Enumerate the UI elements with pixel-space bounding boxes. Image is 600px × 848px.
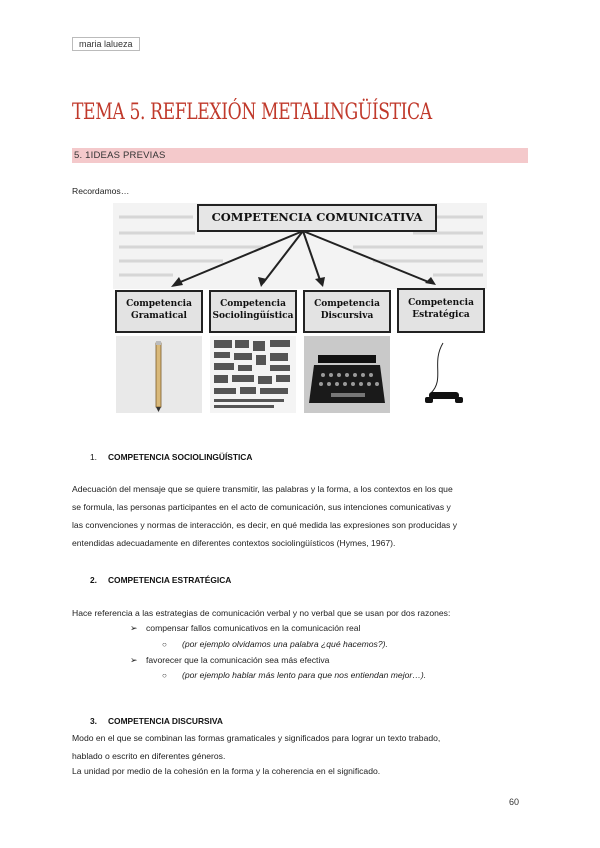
box-estrategica (398, 297, 484, 321)
box-gramatical (116, 298, 202, 322)
heading-2-text: COMPETENCIA ESTRATÉGICA (108, 575, 232, 585)
estrategica-intro: Hace referencia a las estrategias de comunicación verbal y no verbal que se usan por dos razones: (72, 608, 451, 618)
pencil-icon (116, 336, 202, 413)
box-discursiva-line2: Discursiva (320, 311, 374, 321)
box-gramatical-line1: Competencia (126, 299, 192, 309)
box-estrategica-line1: Competencia (408, 298, 474, 308)
heading-3-number: 3. (90, 716, 97, 726)
page-number: 60 (509, 797, 520, 807)
bullet-compensar (130, 623, 360, 634)
box-sociolinguistica-line1: Competencia (220, 299, 286, 309)
author-tag: maria lalueza (72, 37, 140, 51)
heading-discursiva (90, 716, 223, 726)
top-box-label: COMPETENCIA COMUNICATIVA (211, 210, 423, 224)
telephone-icon (398, 336, 484, 413)
heading-1-number: 1. (90, 452, 97, 462)
circle-bullet-icon: ○ (162, 671, 167, 680)
box-discursiva-line1: Competencia (314, 299, 380, 309)
box-discursiva (304, 298, 390, 322)
intro-text: Recordamos… (72, 186, 130, 196)
paragraph-line: se formula, las personas participantes en el acto de comunicación, sus intenciones comunicativas y (72, 502, 451, 512)
typewriter-icon (304, 336, 390, 413)
example-favorecer-text: (por ejemplo hablar más lento para que nos entiendan mejor…). (182, 670, 427, 680)
circle-bullet-icon: ○ (162, 640, 167, 649)
paragraph-line: hablado o escrito en diferentes géneros. (72, 751, 226, 761)
discursiva-last-line: La unidad por medio de la cohesión en la forma y la coherencia en el significado. (72, 766, 381, 776)
paragraph-sociolinguistica (72, 480, 526, 552)
competence-diagram (113, 203, 487, 413)
bullet-favorecer-text: favorecer que la comunicación sea más efectiva (146, 655, 330, 665)
arrowhead-bullet-icon: ➢ (130, 623, 138, 633)
box-sociolinguistica-line2: Sociolingüística (212, 311, 294, 321)
bullet-compensar-text: compensar fallos comunicativos en la comunicación real (146, 623, 361, 633)
box-sociolinguistica (210, 298, 296, 322)
example-favorecer (162, 670, 426, 680)
flashcards-icon (210, 336, 296, 413)
heading-sociolinguistica (90, 452, 252, 462)
paragraph-line: entendidas adecuadamente en diferentes contextos sociolingüísticos (Hymes, 1967). (72, 538, 396, 548)
section-heading: 5. 1IDEAS PREVIAS (72, 148, 528, 163)
paragraph-line: Modo en el que se combinan las formas gramaticales y significados para lograr un texto trabado, (72, 733, 441, 743)
heading-estrategica (90, 575, 231, 585)
paragraph-line: Adecuación del mensaje que se quiere transmitir, las palabras y la forma, a los contextos en los que (72, 484, 453, 494)
box-gramatical-line2: Gramatical (131, 311, 187, 321)
paragraph-discursiva (72, 729, 526, 765)
heading-2-number: 2. (90, 575, 97, 585)
paragraph-line: las convenciones y normas de interacción, es decir, en qué medida las expresiones son producidas y (72, 520, 458, 530)
example-compensar (162, 639, 388, 649)
heading-1-text: COMPETENCIA SOCIOLINGÜÍSTICA (108, 452, 253, 462)
box-estrategica-line2: Estratégica (412, 310, 470, 320)
bullet-favorecer (130, 655, 329, 666)
example-compensar-text: (por ejemplo olvidamos una palabra ¿qué hacemos?). (182, 639, 388, 649)
page-title: TEMA 5. REFLEXIÓN METALINGÜÍSTICA (72, 100, 432, 125)
heading-3-text: COMPETENCIA DISCURSIVA (108, 716, 223, 726)
arrowhead-bullet-icon: ➢ (130, 655, 138, 665)
